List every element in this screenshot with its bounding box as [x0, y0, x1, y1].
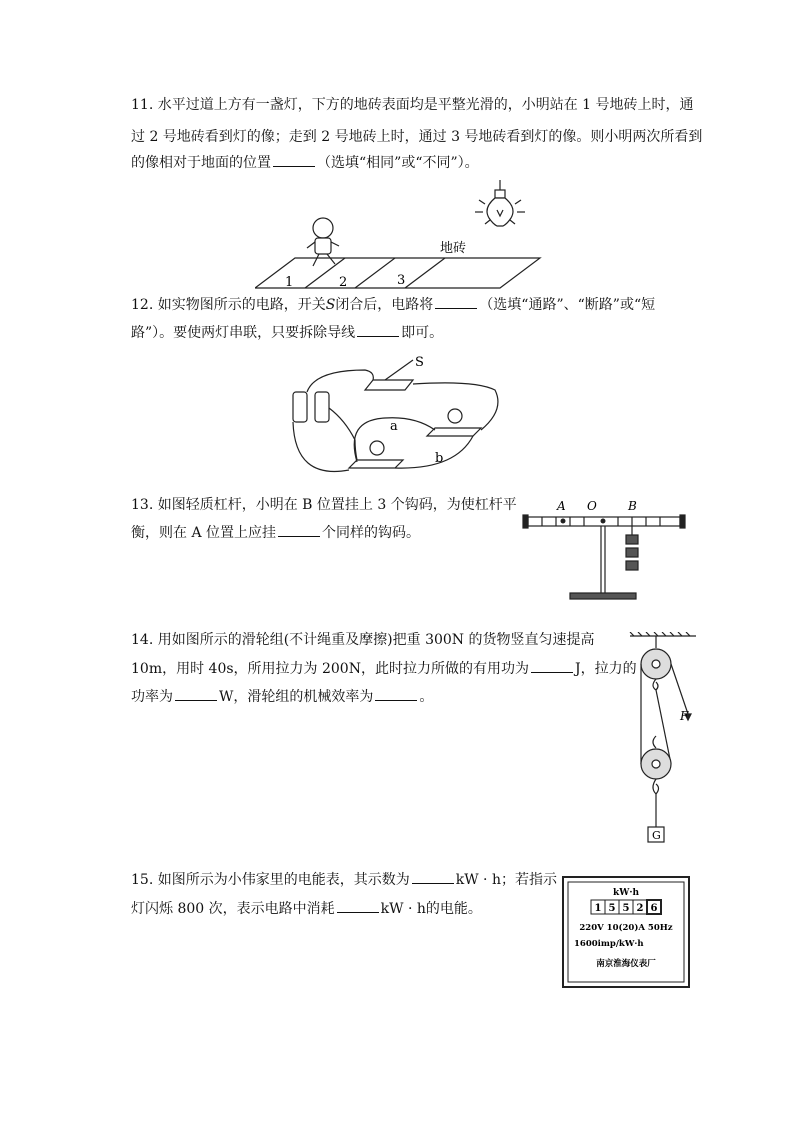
hook-weight	[626, 561, 638, 570]
q13-line1: 13. 如图轻质杠杆，小明在 B 位置挂上 3 个钩码，为使杠杆平	[131, 497, 517, 513]
answer-blank[interactable]	[278, 522, 320, 537]
q12-text: 闭合后，电路将	[335, 297, 434, 313]
q11-line1: 11. 水平过道上方有一盏灯，下方的地砖表面均是平整光滑的，小明站在 1 号地砖上时，通	[131, 97, 694, 113]
q11-text: （选填“相同”或“不同”）。	[317, 155, 479, 171]
lever-figure	[520, 495, 690, 605]
force-label: F	[680, 709, 689, 723]
q11-line2: 过 2 号地砖看到灯的像；走到 2 号地砖上时，通过 3 号地砖看到灯的像。则小明两次所看到	[131, 129, 703, 145]
q15-text: kW · h的电能。	[380, 901, 482, 917]
q14-text: J，拉力的	[574, 661, 637, 677]
switch-icon	[365, 380, 413, 390]
q11-text: 的像相对于地面的位置	[131, 155, 271, 171]
q12-text: 即可。	[401, 325, 444, 341]
tile-figure	[255, 180, 555, 290]
q14-line2	[131, 658, 637, 679]
tile-number-1: 1	[285, 275, 294, 290]
battery-icon	[293, 392, 307, 422]
wire-b	[395, 436, 473, 468]
q13-line2	[131, 522, 420, 543]
q14-text: 。	[419, 689, 434, 705]
q14-text: 10m，用时 40s，所用拉力为 200N，此时拉力所做的有用功为	[131, 661, 529, 677]
q11-line3	[131, 152, 479, 173]
meter-spec-rating: 220V 10(20)A 50Hz	[579, 923, 673, 933]
q14-line1: 14. 用如图所示的滑轮组(不计绳重及摩擦)把重 300N 的货物竖直匀速提高	[131, 632, 595, 648]
meter-digit: 1	[594, 903, 602, 914]
tile-label: 地砖	[440, 241, 467, 256]
meter-spec-imp: 1600imp/kW·h	[574, 939, 644, 949]
tile-number-3: 3	[397, 273, 406, 288]
q13-text: 衡，则在 A 位置上应挂	[131, 525, 277, 541]
boy-icon	[307, 218, 339, 266]
q12-text: 12. 如实物图所示的电路，开关	[131, 297, 326, 313]
meter-digit: 5	[608, 903, 616, 914]
q12-text: 路”）。要使两灯串联，只要拆除导线	[131, 325, 356, 341]
q12-line2	[131, 322, 443, 343]
answer-blank[interactable]	[337, 898, 379, 913]
switch-label: S	[415, 355, 424, 370]
meter-digit-decimal: 6	[650, 903, 658, 914]
answer-blank[interactable]	[357, 322, 399, 337]
hook-weight	[626, 535, 638, 544]
point-b-label: B	[628, 499, 637, 513]
q13-text: 个同样的钩码。	[322, 525, 421, 541]
pulley-figure	[628, 632, 698, 847]
hook-weight	[626, 548, 638, 557]
lamp-icon	[475, 180, 525, 226]
q15-text: kW · h；若指示	[455, 872, 557, 888]
q12-line1	[131, 294, 655, 315]
battery-icon	[315, 392, 329, 422]
circuit-figure	[285, 350, 515, 490]
q14-line3	[131, 686, 433, 707]
answer-blank[interactable]	[175, 686, 217, 701]
q15-text: 灯闪烁 800 次，表示电路中消耗	[131, 901, 335, 917]
answer-blank[interactable]	[531, 658, 573, 673]
bulb-icon	[370, 441, 384, 455]
point-a-label: A	[557, 499, 566, 513]
point-o-label: O	[587, 499, 597, 513]
meter-digit: 5	[622, 903, 630, 914]
energy-meter	[562, 876, 690, 988]
answer-blank[interactable]	[375, 686, 417, 701]
answer-blank[interactable]	[435, 294, 477, 309]
q15-line1	[131, 869, 557, 890]
switch-var: S	[325, 297, 336, 313]
lamp-base-top	[427, 428, 481, 436]
answer-blank[interactable]	[412, 869, 454, 884]
meter-digit: 2	[636, 903, 644, 914]
wire-label-a: a	[390, 419, 398, 434]
load-label: G	[652, 829, 661, 842]
bulb-icon	[448, 409, 462, 423]
meter-unit: kW·h	[612, 888, 640, 898]
stand-base	[570, 593, 636, 599]
q12-text: （选填“通路”、“断路”或“短	[479, 297, 656, 313]
q14-text: 功率为	[131, 689, 173, 705]
q15-line2	[131, 898, 482, 919]
q14-text: W，滑轮组的机械效率为	[219, 689, 374, 705]
wire-label-b: b	[435, 451, 444, 466]
tile-number-2: 2	[339, 275, 348, 290]
answer-blank[interactable]	[273, 152, 315, 167]
meter-maker: 南京淮海仪表厂	[596, 959, 656, 969]
q15-text: 15. 如图所示为小伟家里的电能表，其示数为	[131, 872, 410, 888]
